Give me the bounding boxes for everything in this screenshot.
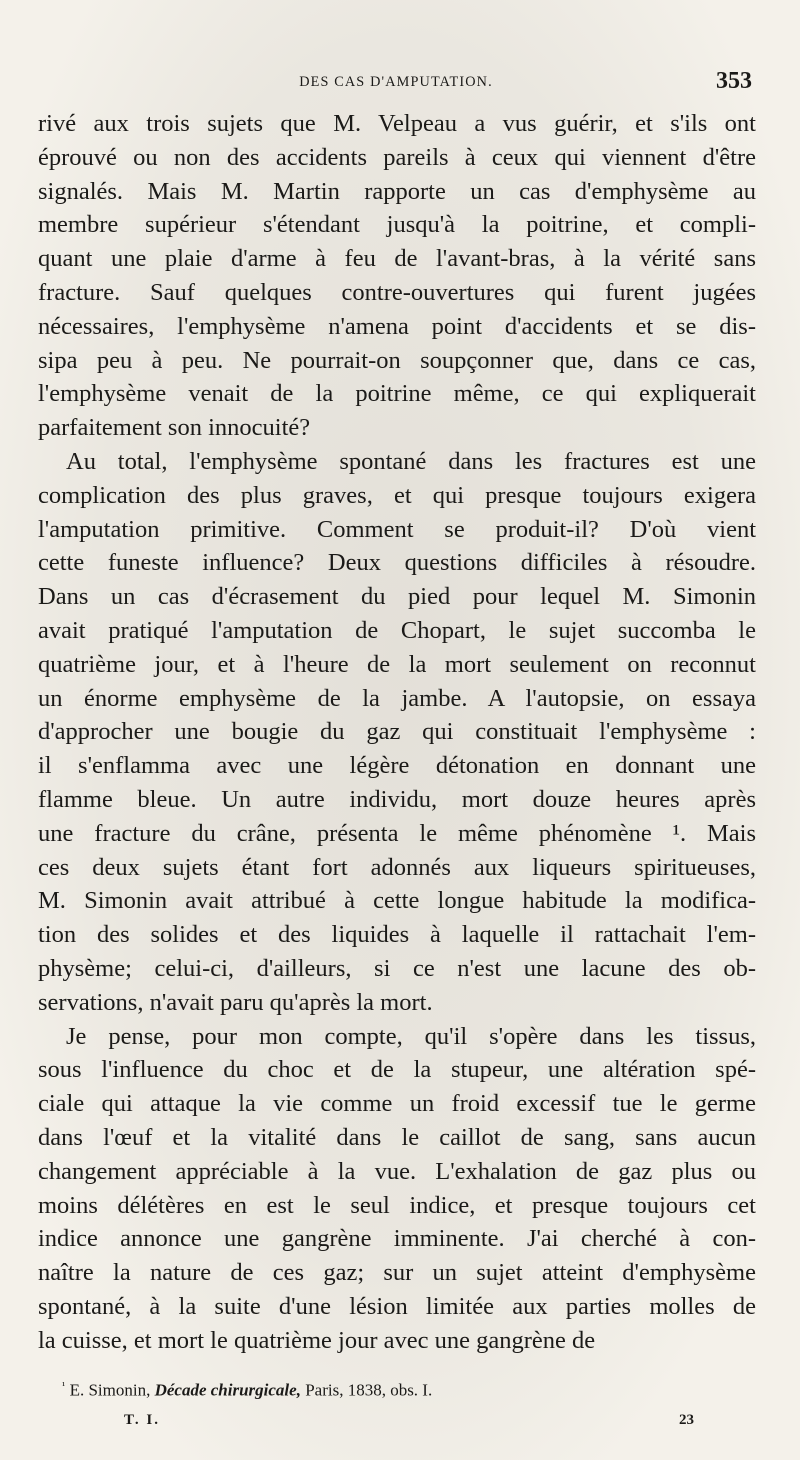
text-line: moins délétères en est le seul indice, et presque toujours cet xyxy=(38,1191,756,1219)
text-line: un énorme emphysème de la jambe. A l'autopsie, on essaya xyxy=(38,684,756,712)
text-line: dans l'œuf et la vitalité dans le caillot de sang, sans aucun xyxy=(38,1123,756,1151)
text-line: la cuisse, et mort le quatrième jour avec une gangrène de xyxy=(38,1326,596,1354)
page-number: 353 xyxy=(716,68,752,94)
text-line: membre supérieur s'étendant jusqu'à la poitrine, et compli- xyxy=(38,211,756,239)
text-line: M. Simonin avait attribué à cette longue habitude la modifica- xyxy=(38,887,756,915)
paragraph xyxy=(38,107,756,445)
text-line: Au total, l'emphysème spontané dans les fractures est une xyxy=(66,447,756,475)
text-line: quatrième jour, et à l'heure de la mort seulement on reconnut xyxy=(38,650,756,678)
text-line: signalés. Mais M. Martin rapporte un cas d'emphysème au xyxy=(38,177,756,205)
text-line: ciale qui attaque la vie comme un froid excessif tue le germe xyxy=(38,1090,756,1118)
text-line: quant une plaie d'arme à feu de l'avant-bras, à la vérité sans xyxy=(38,245,756,273)
text-line: cette funeste influence? Deux questions difficiles à résoudre. xyxy=(38,549,756,577)
text-line: spontané, à la suite d'une lésion limitée aux parties molles de xyxy=(38,1292,756,1320)
text-line: ces deux sujets étant fort adonnés aux liqueurs spiritueuses, xyxy=(38,853,756,881)
text-line: servations, n'avait paru qu'après la mort. xyxy=(38,988,433,1016)
signature-volume: T. I. xyxy=(124,1412,160,1428)
text-line: avait pratiqué l'amputation de Chopart, le sujet succomba le xyxy=(38,616,756,644)
body-text xyxy=(38,107,756,1357)
footnote-author: E. Simonin, xyxy=(69,1380,151,1400)
paragraph xyxy=(38,445,756,1020)
text-line: nécessaires, l'emphysème n'amena point d'accidents et se dis- xyxy=(38,312,756,340)
text-line: naître la nature de ces gaz; sur un sujet atteint d'emphysème xyxy=(38,1259,756,1287)
text-line: l'amputation primitive. Comment se produit-il? D'où vient xyxy=(38,515,756,543)
text-line: indice annonce une gangrène imminente. J'ai cherché à con- xyxy=(38,1225,756,1253)
footnote-publication: Paris, 1838, obs. I. xyxy=(305,1380,433,1400)
text-line: parfaitement son innocuité? xyxy=(38,414,311,442)
text-line: une fracture du crâne, présenta le même phénomène ¹. Mais xyxy=(38,819,756,847)
text-line: sipa peu à peu. Ne pourrait-on soupçonner que, dans ce cas, xyxy=(38,346,756,374)
running-head xyxy=(40,68,752,98)
text-line: rivé aux trois sujets que M. Velpeau a vus guérir, et s'ils ont xyxy=(38,110,756,137)
footnote-work-title: Décade chirurgicale, xyxy=(154,1380,301,1400)
text-line: l'emphysème venait de la poitrine même, ce qui expliquerait xyxy=(38,380,756,408)
running-title: DES CAS D'AMPUTATION. xyxy=(299,74,493,90)
text-line: changement appréciable à la vue. L'exhalation de gaz plus ou xyxy=(38,1157,756,1185)
text-line: flamme bleue. Un autre individu, mort douze heures après xyxy=(38,785,756,813)
footnote-mark: ¹ xyxy=(62,1380,66,1392)
paragraph xyxy=(38,1020,756,1358)
signature-number: 23 xyxy=(679,1412,694,1428)
text-line: sous l'influence du choc et de la stupeur, une altération spé- xyxy=(38,1056,756,1084)
text-line: Dans un cas d'écrasement du pied pour lequel M. Simonin xyxy=(38,583,756,611)
signature-line xyxy=(124,1412,694,1434)
text-line: physème; celui-ci, d'ailleurs, si ce n'est une lacune des ob- xyxy=(38,954,756,982)
text-line: d'approcher une bougie du gaz qui constituait l'emphysème : xyxy=(38,718,756,746)
text-line: complication des plus graves, et qui presque toujours exigera xyxy=(38,481,756,509)
text-line: Je pense, pour mon compte, qu'il s'opère dans les tissus, xyxy=(66,1022,756,1050)
text-line: tion des solides et des liquides à laquelle il rattachait l'em- xyxy=(38,921,756,949)
text-line: fracture. Sauf quelques contre-ouvertures qui furent jugées xyxy=(38,278,756,306)
footnote xyxy=(62,1380,752,1401)
text-line: éprouvé ou non des accidents pareils à ceux qui viennent d'être xyxy=(38,143,756,171)
text-line: il s'enflamma avec une légère détonation en donnant une xyxy=(38,752,756,780)
